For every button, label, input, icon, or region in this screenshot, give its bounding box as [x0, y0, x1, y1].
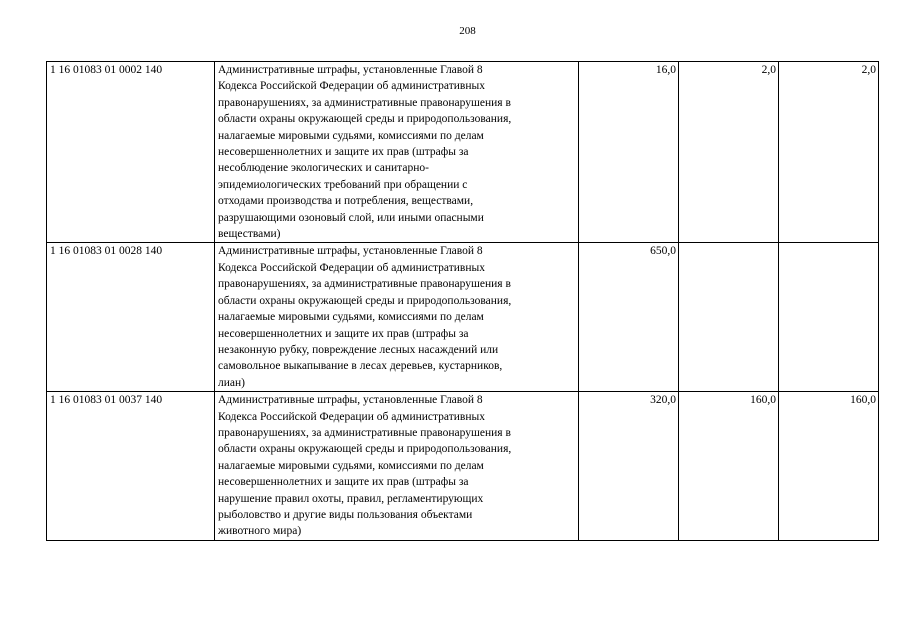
description-line: несовершеннолетних и защите их прав (штрафы за — [218, 327, 469, 340]
table-row — [47, 392, 879, 541]
budget-code-cell: 1 16 01083 01 0028 140 — [47, 243, 215, 392]
budget-code-cell: 1 16 01083 01 0037 140 — [47, 392, 215, 541]
table-body — [47, 62, 879, 541]
description-line: самовольное выкапывание в лесах деревьев, кустарников, — [218, 360, 503, 373]
description-cell — [215, 392, 579, 541]
description-line: налагаемые мировыми судьями, комиссиями по делам — [218, 129, 484, 142]
description-line: веществами) — [218, 228, 281, 241]
table-row — [47, 62, 879, 243]
description-line: несоблюдение экологических и санитарно- — [218, 162, 429, 175]
amount-cell-3 — [779, 243, 879, 392]
description-line: Кодекса Российской Федерации об административных — [218, 261, 485, 274]
description-line: отходами производства и потребления, веществами, — [218, 195, 474, 208]
amount-cell-3: 160,0 — [779, 392, 879, 541]
description-line: правонарушениях, за административные правонарушения в — [218, 96, 511, 109]
description-line: области охраны окружающей среды и природопользования, — [218, 443, 512, 456]
description-line: рыболовство и другие виды пользования объектами — [218, 508, 473, 521]
amount-cell-1: 16,0 — [579, 62, 679, 243]
page-number: 208 — [459, 25, 476, 37]
amount-cell-2: 160,0 — [679, 392, 779, 541]
description-line: лиан) — [218, 376, 245, 389]
description-cell — [215, 62, 579, 243]
amount-cell-3: 2,0 — [779, 62, 879, 243]
revenue-table — [46, 61, 879, 541]
description-line: области охраны окружающей среды и природопользования, — [218, 113, 512, 126]
description-line: незаконную рубку, повреждение лесных насаждений или — [218, 343, 499, 356]
description-line: Административные штрафы, установленные Главой 8 — [218, 64, 483, 76]
description-line: нарушение правил охоты, правил, регламентирующих — [218, 492, 484, 505]
description-line: налагаемые мировыми судьями, комиссиями по делам — [218, 459, 484, 472]
description-line: разрушающими озоновый слой, или иными опасными — [218, 211, 484, 224]
description-line: правонарушениях, за административные правонарушения в — [218, 426, 511, 439]
budget-code-cell: 1 16 01083 01 0002 140 — [47, 62, 215, 243]
description-line: Кодекса Российской Федерации об административных — [218, 410, 485, 423]
amount-cell-1: 650,0 — [579, 243, 679, 392]
description-line: налагаемые мировыми судьями, комиссиями по делам — [218, 311, 484, 324]
description-line: Кодекса Российской Федерации об административных — [218, 80, 485, 93]
amount-cell-1: 320,0 — [579, 392, 679, 541]
description-line: животного мира) — [218, 525, 302, 538]
amount-cell-2: 2,0 — [679, 62, 779, 243]
table-row — [47, 243, 879, 392]
amount-cell-2 — [679, 243, 779, 392]
description-line: правонарушениях, за административные правонарушения в — [218, 278, 511, 291]
description-line: области охраны окружающей среды и природопользования, — [218, 294, 512, 307]
description-line: несовершеннолетних и защите их прав (штрафы за — [218, 146, 469, 159]
description-line: Административные штрафы, установленные Главой 8 — [218, 394, 483, 407]
description-line: несовершеннолетних и защите их прав (штрафы за — [218, 476, 469, 489]
description-cell — [215, 243, 579, 392]
description-line: эпидемиологических требований при обращении с — [218, 178, 468, 191]
description-line: Административные штрафы, установленные Главой 8 — [218, 245, 483, 258]
